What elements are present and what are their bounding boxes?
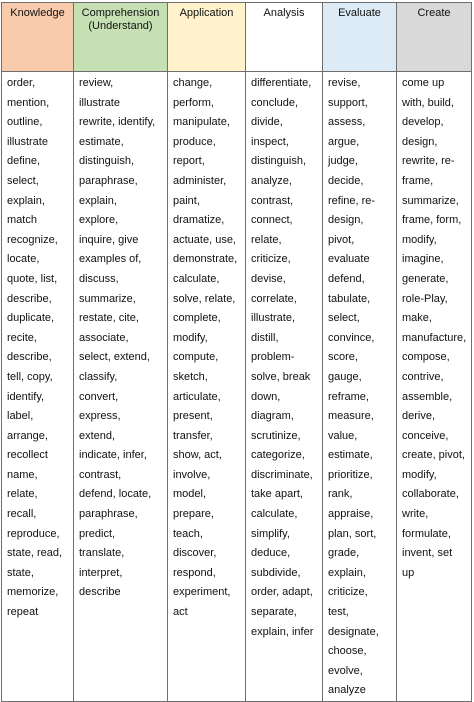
verb-item: formulate,: [402, 527, 451, 540]
verb-item: mention,: [7, 96, 50, 109]
verb-item: explain,: [7, 194, 45, 207]
verb-item: paraphrase,: [79, 174, 138, 187]
verb-item: generate,: [402, 272, 449, 285]
verb-item: recollect: [7, 449, 48, 462]
verb-item: decide,: [328, 174, 364, 187]
verb-item: illustrate: [79, 96, 120, 109]
verb-item: discuss,: [79, 272, 119, 285]
header-application: Application: [168, 3, 246, 72]
verb-item: illustrate,: [251, 312, 296, 325]
verb-item: describe: [79, 586, 121, 599]
verb-item: summarize,: [402, 194, 459, 207]
verb-item: choose,: [328, 645, 367, 658]
verb-item: score,: [328, 351, 358, 364]
verb-item: estimate,: [328, 449, 373, 462]
verb-item: demonstrate,: [173, 253, 238, 266]
verb-item: act: [173, 606, 188, 619]
verb-item: manufacture,: [402, 331, 467, 344]
verb-item: order,: [7, 77, 36, 89]
header-row: [2, 3, 472, 72]
application-word-list: [173, 74, 242, 623]
verb-item: review,: [79, 77, 114, 89]
application-cell: [168, 72, 246, 702]
verb-item: rank,: [328, 488, 353, 501]
verb-item: criticize,: [328, 586, 368, 599]
verb-item: inspect,: [251, 135, 289, 148]
header-knowledge: Knowledge: [2, 3, 74, 72]
header-analysis: Analysis: [246, 3, 323, 72]
verb-item: match: [7, 214, 37, 227]
verb-item: defend,: [328, 272, 365, 285]
verb-item: examples of,: [79, 253, 142, 266]
verb-item: relate,: [251, 233, 282, 246]
header-evaluate: Evaluate: [323, 3, 397, 72]
verb-item: order, adapt,: [251, 586, 313, 599]
comprehension-cell: [74, 72, 168, 702]
verb-item: pivot,: [328, 233, 355, 246]
verb-item: produce,: [173, 135, 216, 148]
verb-item: repeat: [7, 606, 39, 619]
verb-item: dramatize,: [173, 214, 225, 227]
verb-item: imagine,: [402, 253, 444, 266]
verb-item: inquire, give: [79, 233, 139, 246]
verb-item: take apart,: [251, 488, 303, 501]
verb-item: calculate,: [173, 272, 220, 285]
verb-item: indicate, infer,: [79, 449, 147, 462]
verb-item: manipulate,: [173, 116, 230, 129]
verb-item: solve, relate,: [173, 292, 236, 305]
verb-item: teach,: [173, 527, 203, 540]
verb-item: connect,: [251, 214, 293, 227]
verb-item: modify,: [402, 233, 437, 246]
verb-item: conclude,: [251, 96, 299, 109]
verb-item: value,: [328, 429, 358, 442]
verb-item: involve,: [173, 468, 211, 481]
verb-item: deduce,: [251, 547, 291, 560]
verb-item: invent, set: [402, 547, 453, 560]
verb-item: up: [402, 566, 415, 579]
verb-item: respond,: [173, 566, 216, 579]
evaluate-word-list: [328, 74, 393, 701]
verb-item: name,: [7, 468, 38, 481]
verb-item: solve, break: [251, 370, 311, 383]
verb-item: quote, list,: [7, 272, 58, 285]
verb-item: outline,: [7, 116, 43, 129]
verb-item: complete,: [173, 312, 221, 325]
verb-item: sketch,: [173, 370, 208, 383]
verb-item: tell, copy,: [7, 370, 53, 383]
verb-item: simplify,: [251, 527, 290, 540]
verb-item: contrast,: [251, 194, 294, 207]
verb-item: role-Play,: [402, 292, 448, 305]
verb-item: assess,: [328, 116, 366, 129]
verb-item: identify,: [7, 390, 45, 403]
verb-item: recognize,: [7, 233, 58, 246]
verb-item: paint,: [173, 194, 200, 207]
verb-item: grade,: [328, 547, 360, 560]
verb-item: refine, re-: [328, 194, 376, 207]
verb-item: make,: [402, 312, 432, 325]
verb-item: frame, form,: [402, 214, 462, 227]
verb-item: create, pivot,: [402, 449, 465, 462]
verb-item: present,: [173, 410, 213, 423]
knowledge-word-list: [7, 74, 70, 623]
verb-item: defend, locate,: [79, 488, 152, 501]
verb-item: contrive,: [402, 370, 444, 383]
verb-item: recite,: [7, 331, 37, 344]
verb-item: rewrite, identify,: [79, 116, 156, 129]
verb-item: estimate,: [79, 135, 124, 148]
verb-item: criticize,: [251, 253, 291, 266]
verb-item: recall,: [7, 508, 37, 521]
verb-item: problem-: [251, 351, 295, 364]
verb-item: associate,: [79, 331, 129, 344]
verb-item: evaluate: [328, 253, 370, 266]
verb-item: plan, sort,: [328, 527, 377, 540]
verb-item: frame,: [402, 174, 434, 187]
verb-item: reproduce,: [7, 527, 60, 540]
verb-item: discover,: [173, 547, 217, 560]
verb-item: judge,: [328, 155, 358, 168]
verb-item: collaborate,: [402, 488, 459, 501]
verb-item: subdivide,: [251, 566, 301, 579]
verb-item: devise,: [251, 272, 286, 285]
verb-item: contrast,: [79, 468, 122, 481]
create-word-list: [402, 74, 468, 583]
verb-item: rewrite, re-: [402, 155, 455, 168]
verb-item: support,: [328, 96, 368, 109]
verb-item: test,: [328, 606, 349, 619]
verb-item: state, read,: [7, 547, 63, 560]
verb-item: separate,: [251, 606, 297, 619]
verb-item: differentiate,: [251, 77, 312, 89]
verb-item: argue,: [328, 135, 360, 148]
verb-item: evolve,: [328, 664, 363, 677]
verb-item: classify,: [79, 370, 118, 383]
verb-item: revise,: [328, 77, 361, 89]
verb-item: relate,: [7, 488, 38, 501]
verb-item: measure,: [328, 410, 374, 423]
comprehension-word-list: [79, 74, 164, 603]
blooms-verb-table: [1, 2, 472, 702]
verb-item: design,: [402, 135, 438, 148]
verb-item: report,: [173, 155, 205, 168]
verb-item: predict,: [79, 527, 116, 540]
header-comprehension: Comprehension (Understand): [74, 3, 168, 72]
knowledge-cell: [2, 72, 74, 702]
verb-item: actuate, use,: [173, 233, 236, 246]
verb-item: appraise,: [328, 508, 374, 521]
create-cell: [397, 72, 472, 702]
verb-item: prepare,: [173, 508, 214, 521]
verb-item: arrange,: [7, 429, 48, 442]
verb-item: compute,: [173, 351, 219, 364]
verb-item: illustrate: [7, 135, 48, 148]
evaluate-cell: [323, 72, 397, 702]
verb-item: gauge,: [328, 370, 362, 383]
verb-item: label,: [7, 410, 34, 423]
verb-item: design,: [328, 214, 364, 227]
verb-item: select,: [7, 174, 39, 187]
verb-item: discriminate,: [251, 468, 313, 481]
verb-item: compose,: [402, 351, 450, 364]
verb-item: reframe,: [328, 390, 369, 403]
verb-item: analyze,: [251, 174, 292, 187]
verb-item: administer,: [173, 174, 227, 187]
verb-item: correlate,: [251, 292, 297, 305]
verb-item: diagram,: [251, 410, 294, 423]
verb-item: distinguish,: [79, 155, 135, 168]
analysis-word-list: [251, 74, 319, 642]
verb-item: down,: [251, 390, 281, 403]
verb-item: show, act,: [173, 449, 222, 462]
blooms-verb-table-container: [1, 2, 471, 697]
header-create: Create: [397, 3, 472, 72]
verb-item: explain,: [328, 566, 366, 579]
verb-item: describe,: [7, 351, 52, 364]
verb-item: model,: [173, 488, 207, 501]
verb-item: summarize,: [79, 292, 136, 305]
verb-item: transfer,: [173, 429, 213, 442]
verb-item: modify,: [402, 468, 437, 481]
verbs-row: [2, 72, 472, 702]
verb-item: conceive,: [402, 429, 449, 442]
verb-item: prioritize,: [328, 468, 373, 481]
verb-item: distill,: [251, 331, 279, 344]
verb-item: select,: [328, 312, 360, 325]
verb-item: explore,: [79, 214, 119, 227]
verb-item: paraphrase,: [79, 508, 138, 521]
verb-item: extend,: [79, 429, 116, 442]
verb-item: explain, infer: [251, 625, 314, 638]
verb-item: come up: [402, 77, 445, 89]
verb-item: perform,: [173, 96, 214, 109]
verb-item: duplicate,: [7, 312, 55, 325]
verb-item: state,: [7, 566, 34, 579]
verb-item: tabulate,: [328, 292, 371, 305]
verb-item: convert,: [79, 390, 119, 403]
verb-item: analyze: [328, 684, 366, 697]
verb-item: articulate,: [173, 390, 221, 403]
verb-item: locate,: [7, 253, 40, 266]
verb-item: develop,: [402, 116, 444, 129]
verb-item: convince,: [328, 331, 375, 344]
verb-item: with, build,: [402, 96, 454, 109]
analysis-cell: [246, 72, 323, 702]
verb-item: distinguish,: [251, 155, 307, 168]
verb-item: write,: [402, 508, 429, 521]
verb-item: select, extend,: [79, 351, 150, 364]
verb-item: calculate,: [251, 508, 298, 521]
verb-item: scrutinize,: [251, 429, 301, 442]
verb-item: designate,: [328, 625, 379, 638]
verb-item: assemble,: [402, 390, 453, 403]
verb-item: interpret,: [79, 566, 123, 579]
verb-item: experiment,: [173, 586, 231, 599]
verb-item: define,: [7, 155, 41, 168]
verb-item: modify,: [173, 331, 208, 344]
verb-item: divide,: [251, 116, 283, 129]
verb-item: change,: [173, 77, 213, 89]
verb-item: derive,: [402, 410, 436, 423]
verb-item: translate,: [79, 547, 125, 560]
verb-item: restate, cite,: [79, 312, 139, 325]
verb-item: express,: [79, 410, 121, 423]
verb-item: explain,: [79, 194, 117, 207]
verb-item: categorize,: [251, 449, 305, 462]
verb-item: describe,: [7, 292, 52, 305]
verb-item: memorize,: [7, 586, 59, 599]
